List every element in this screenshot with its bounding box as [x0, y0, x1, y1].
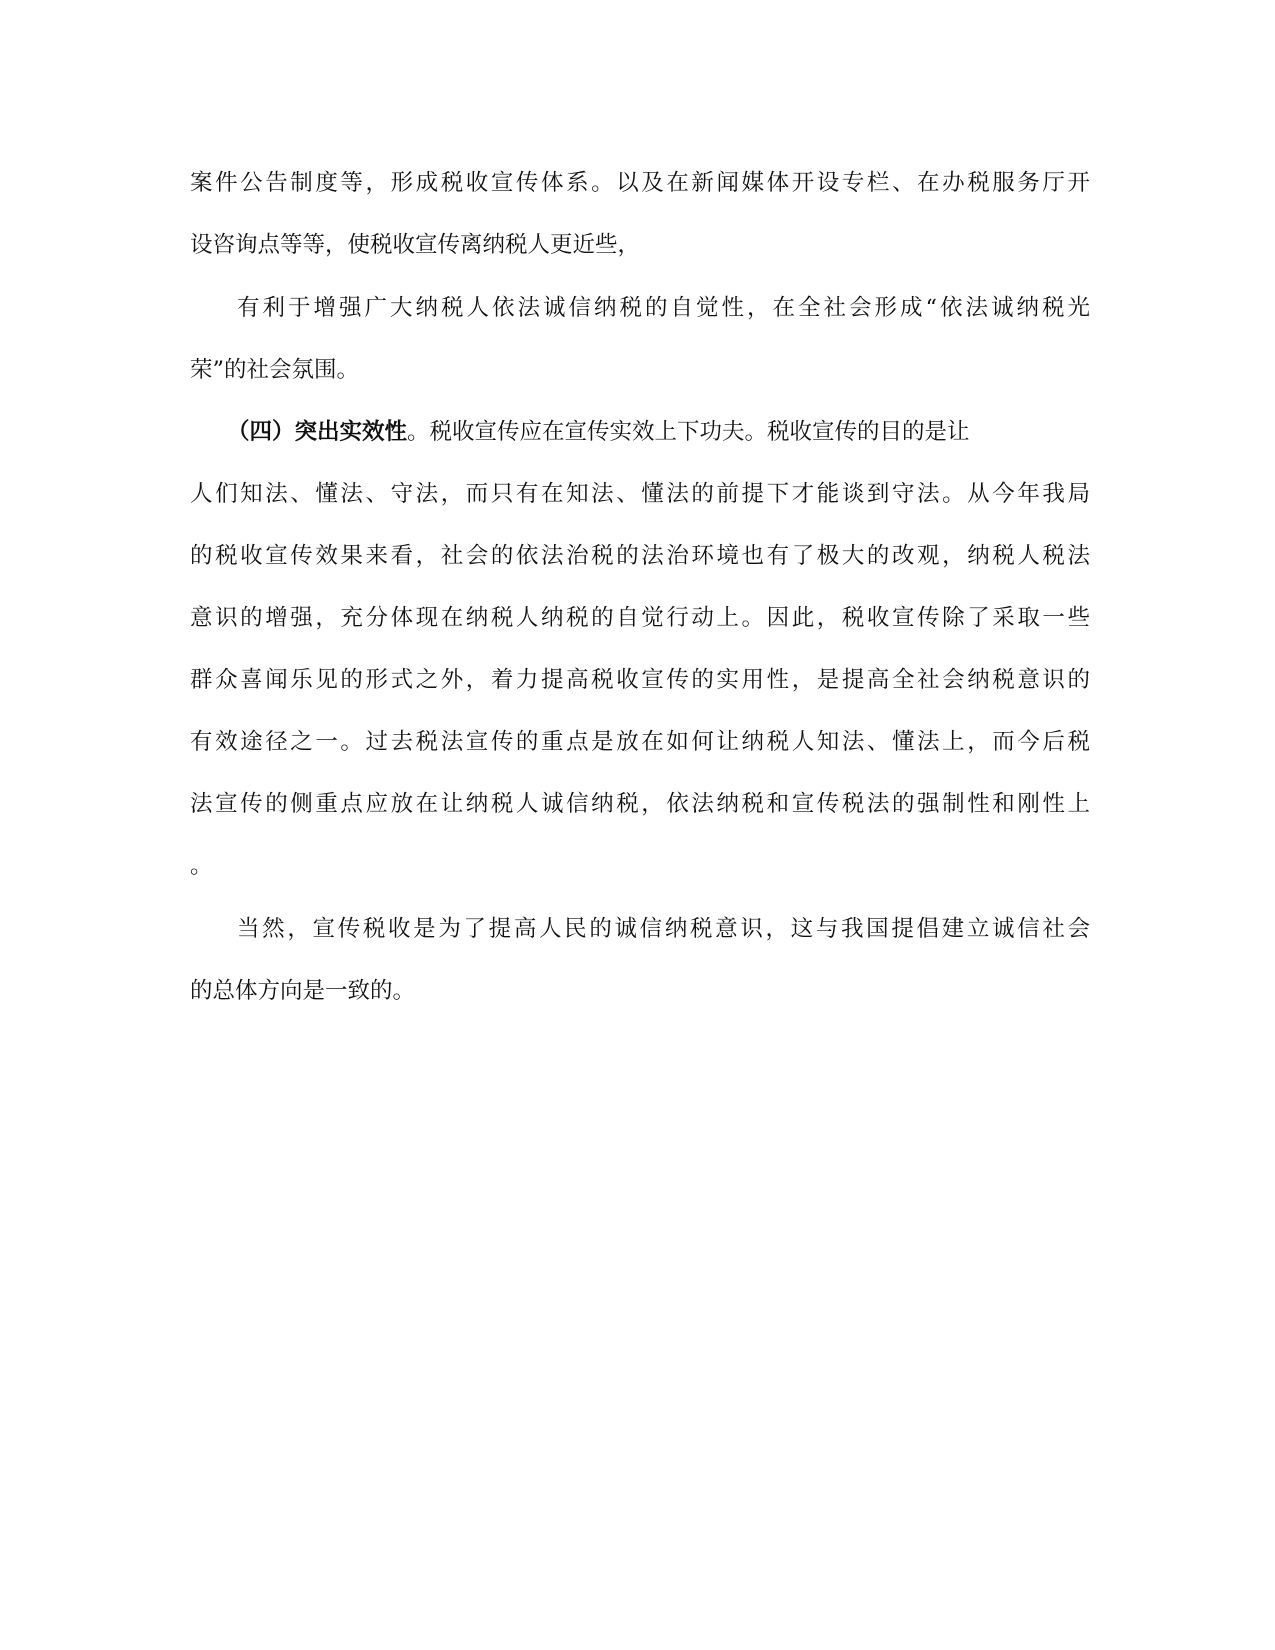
- paragraph-2-line-2: 荣”的社会氛围。: [190, 357, 360, 383]
- section-heading: （四）突出实效性: [227, 419, 408, 445]
- paragraph-1-line-1: 案件公告制度等，形成税收宣传体系。以及在新闻媒体开设专栏、在办税服务厅开: [190, 170, 1090, 196]
- paragraph-2-line-1: 有利于增强广大纳税人依法诚信纳税的自觉性，在全社会形成“依法诚纳税光: [237, 295, 1090, 321]
- paragraph-3-line-1: [227, 414, 1090, 450]
- paragraph-3-line-1-rest: 。税收宣传应在宣传实效上下功夫。税收宣传的目的是让: [407, 419, 970, 445]
- paragraph-3-line-4: 意识的增强，充分体现在纳税人纳税的自觉行动上。因此，税收宣传除了采取一些: [190, 605, 1090, 631]
- paragraph-3-line-6: 有效途径之一。过去税法宣传的重点是放在如何让纳税人知法、懂法上，而今后税: [190, 729, 1090, 755]
- paragraph-3-line-7: 法宣传的侧重点应放在让纳税人诚信纳税，依法纳税和宣传税法的强制性和刚性上: [190, 791, 1090, 817]
- paragraph-3-line-8: 。: [190, 853, 213, 879]
- paragraph-4-line-1: 当然，宣传税收是为了提高人民的诚信纳税意识，这与我国提倡建立诚信社会: [237, 916, 1090, 942]
- paragraph-3-line-5: 群众喜闻乐见的形式之外，着力提高税收宣传的实用性，是提高全社会纳税意识的: [190, 667, 1090, 693]
- paragraph-1-line-2: 设咨询点等等，使税收宣传离纳税人更近些，: [190, 232, 641, 258]
- paragraph-3-line-3: 的税收宣传效果来看，社会的依法治税的法治环境也有了极大的改观，纳税人税法: [190, 543, 1090, 569]
- paragraph-3-line-2: 人们知法、懂法、守法，而只有在知法、懂法的前提下才能谈到守法。从今年我局: [190, 481, 1090, 507]
- paragraph-4-line-2: 的总体方向是一致的。: [190, 978, 416, 1004]
